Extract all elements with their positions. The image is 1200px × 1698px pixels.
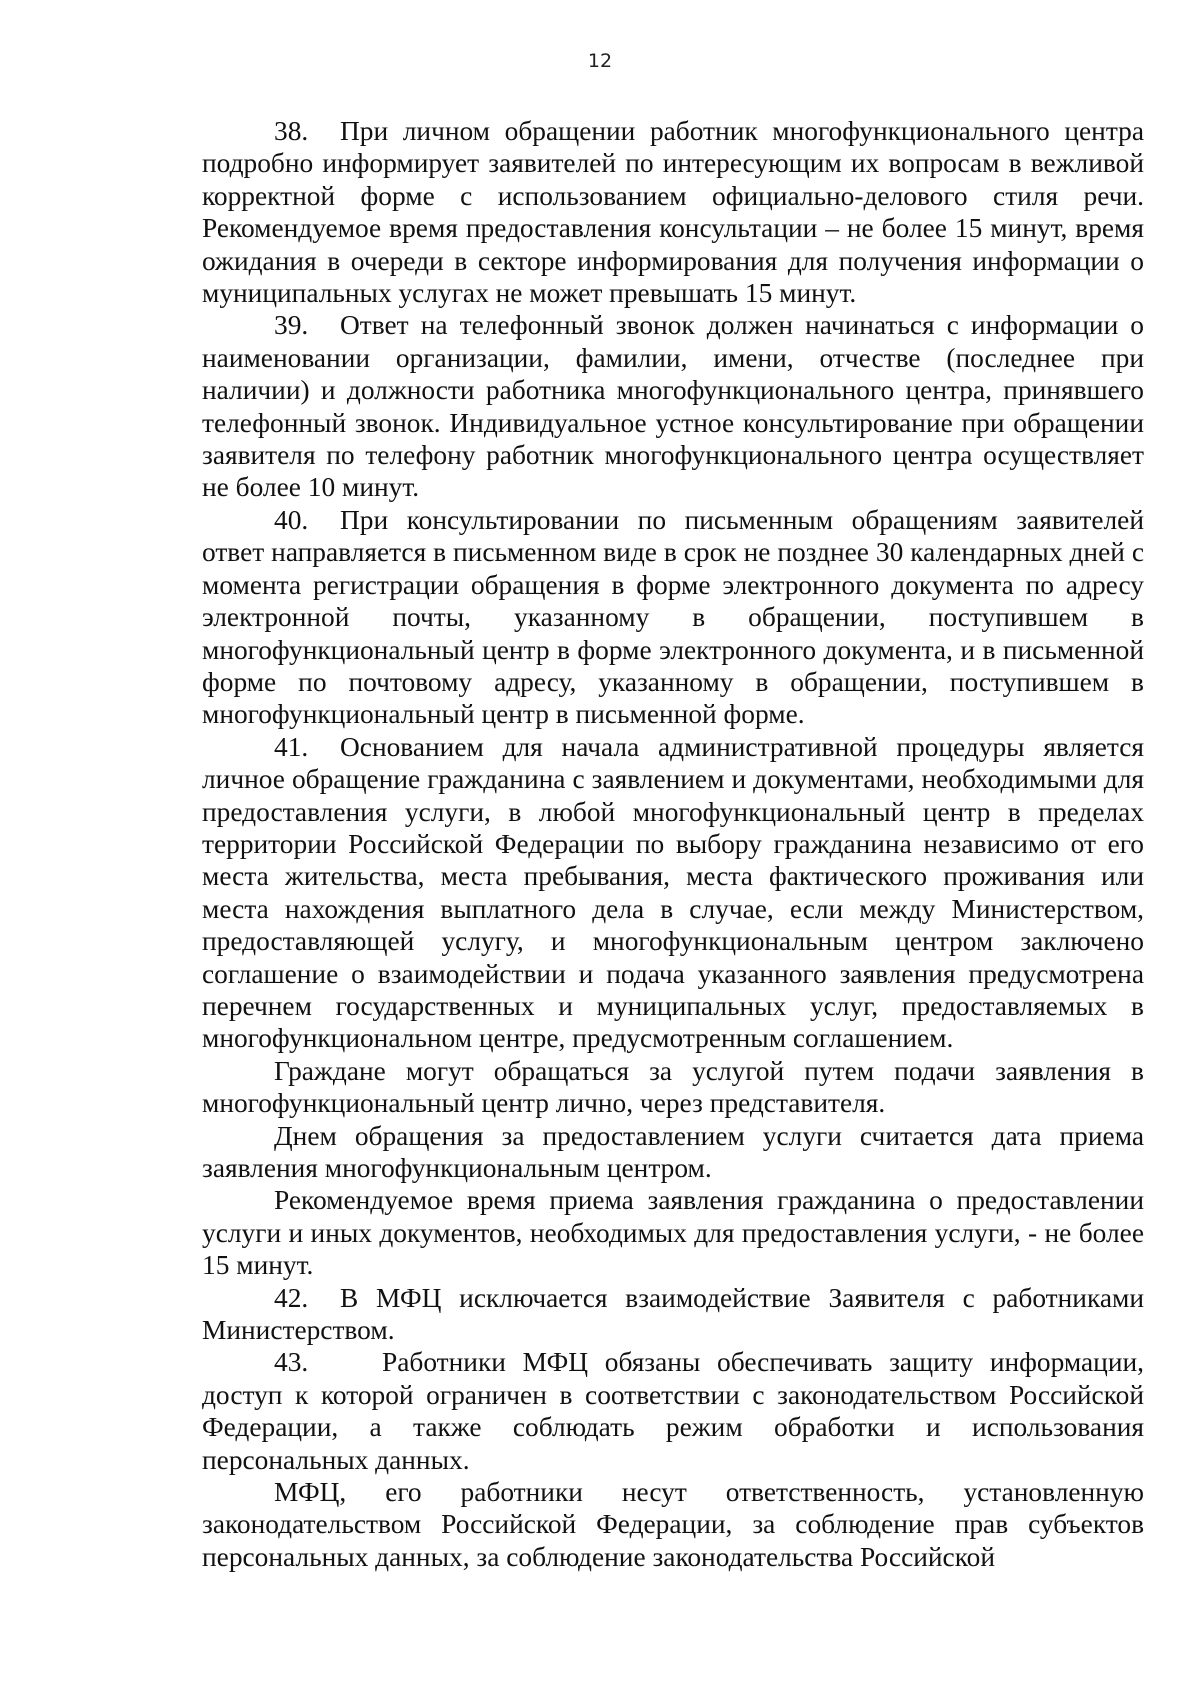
paragraph-text: Граждане могут обращаться за услугой путем подачи заявления в многофункциональный центр лично, через представителя. bbox=[202, 1055, 1144, 1119]
paragraph-43 bbox=[202, 1346, 1144, 1476]
paragraph-number: 41. bbox=[274, 731, 309, 762]
paragraph-mfc-responsibility bbox=[202, 1476, 1144, 1573]
paragraph-text: Рекомендуемое время приема заявления гражданина о предоставлении услуги и иных документов, необходимых для предоставления услуги, - не более 15 минут. bbox=[202, 1185, 1144, 1281]
paragraph-text: Днем обращения за предоставлением услуги считается дата приема заявления многофункциональным центром. bbox=[202, 1120, 1144, 1183]
document-body bbox=[202, 115, 1144, 1573]
paragraph-citizens-apply bbox=[202, 1055, 1144, 1120]
paragraph-42 bbox=[202, 1282, 1144, 1347]
paragraph-number: 42. bbox=[274, 1282, 309, 1313]
paragraph-date-of-application bbox=[202, 1120, 1144, 1185]
paragraph-text: МФЦ, его работники несут ответственность, установленную законодательством Российской Федерации, за соблюдение прав субъектов персональных данных, за соблюдение законодательства Российской bbox=[202, 1477, 1144, 1572]
paragraph-recommended-time bbox=[202, 1184, 1144, 1281]
paragraph-39 bbox=[202, 309, 1144, 503]
paragraph-text: Основанием для начала административной процедуры является личное обращение гражданина с заявлением и документами, необходимыми для предоставления услуги, в любой многофункциональный центр в пределах территории Российской Федерации по выбору гражданина независимо от его места жительства, места пребывания, места фактического проживания или места нахождения выплатного дела в случае, если между Министерством, предоставляющей услугу, и многофункциональным центром заключено соглашение о взаимодействии и подача указанного заявления предусмотрена перечнем государственных и муниципальных услуг, предоставляемых в многофункциональном центре, предусмотренным соглашением. bbox=[202, 731, 1144, 1054]
paragraph-text: При консультировании по письменным обращениям заявителей ответ направляется в письменном виде в срок не позднее 30 календарных дней с момента регистрации обращения в форме электронного документа по адресу электронной почты, указанному в обращении, поступившем в многофункциональный центр в форме электронного документа, и в письменной форме по почтовому адресу, указанному в обращении, поступившем в многофункциональный центр в письменной форме. bbox=[202, 504, 1144, 730]
paragraph-40 bbox=[202, 504, 1144, 731]
paragraph-number: 39. bbox=[274, 310, 309, 341]
paragraph-text: Работники МФЦ обязаны обеспечивать защиту информации, доступ к которой ограничен в соответствии с законодательством Российской Федерации, а также соблюдать режим обработки и использования персональных данных. bbox=[202, 1347, 1144, 1475]
paragraph-38 bbox=[202, 115, 1144, 309]
paragraph-number: 43. bbox=[274, 1347, 309, 1378]
paragraph-number: 38. bbox=[274, 116, 309, 146]
page-number: 12 bbox=[587, 50, 613, 72]
paragraph-text: В МФЦ исключается взаимодействие Заявителя с работниками Министерством. bbox=[202, 1282, 1144, 1346]
paragraph-text: При личном обращении работник многофункционального центра подробно информирует заявителей по интересующим их вопросам в вежливой корректной форме с использованием официально-делового стиля речи. Рекомендуемое время предоставления консультации – не более 15 минут, время ожидания в очереди в секторе информирования для получения информации о муниципальных услугах не может превышать 15 минут. bbox=[202, 116, 1144, 309]
paragraph-number: 40. bbox=[274, 504, 309, 535]
paragraph-text: Ответ на телефонный звонок должен начинаться с информации о наименовании организации, фамилии, имени, отчестве (последнее при наличии) и должности работника многофункционального центра, принявшего телефонный звонок. Индивидуальное устное консультирование при обращении заявителя по телефону работник многофункционального центра осуществляет не более 10 минут. bbox=[202, 310, 1144, 503]
paragraph-41 bbox=[202, 731, 1144, 1055]
